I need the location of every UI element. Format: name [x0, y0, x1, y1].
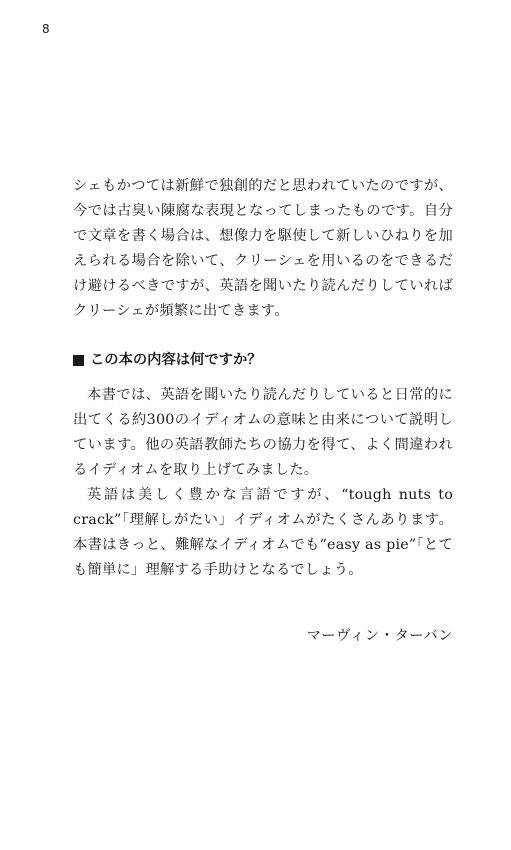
body-paragraph-contents: 本書では、英語を聞いたり読んだりしていると日常的に出てくる約300のイディオムの意味と由来について説明しています。他の英語教師たちの協力を得て、よく間違われるイディオムを取り上げてみました。 [73, 387, 453, 478]
intro-paragraph: シェもかつては新鮮で独創的だと思われていたのですが、今では古臭い陳腐な表現となってしまったものです。自分で文章を書く場合は、想像力を駆使して新しいひねりを加えられる場合を除いて、クリーシェを用いるのをできるだけ避けるべきですが、英語を聞いたり読んだりしていればクリーシェが頻繁に出てきます。 [73, 178, 453, 319]
page-number: 8 [42, 22, 50, 36]
author-signature: マーヴィン・ターバン [306, 628, 453, 644]
body-paragraph-idioms: 英語は美しく豊かな言語ですが、“tough nuts to crack”「理解しがたい」イディオムがたくさんあります。本書はきっと、難解なイディオムでも“easy as pie”「とても簡単に」理解する手助けとなるでしょう。 [73, 487, 453, 578]
section-heading [73, 349, 262, 371]
section-heading-text: この本の内容は何ですか？ [90, 352, 262, 368]
square-bullet-icon [73, 355, 84, 366]
